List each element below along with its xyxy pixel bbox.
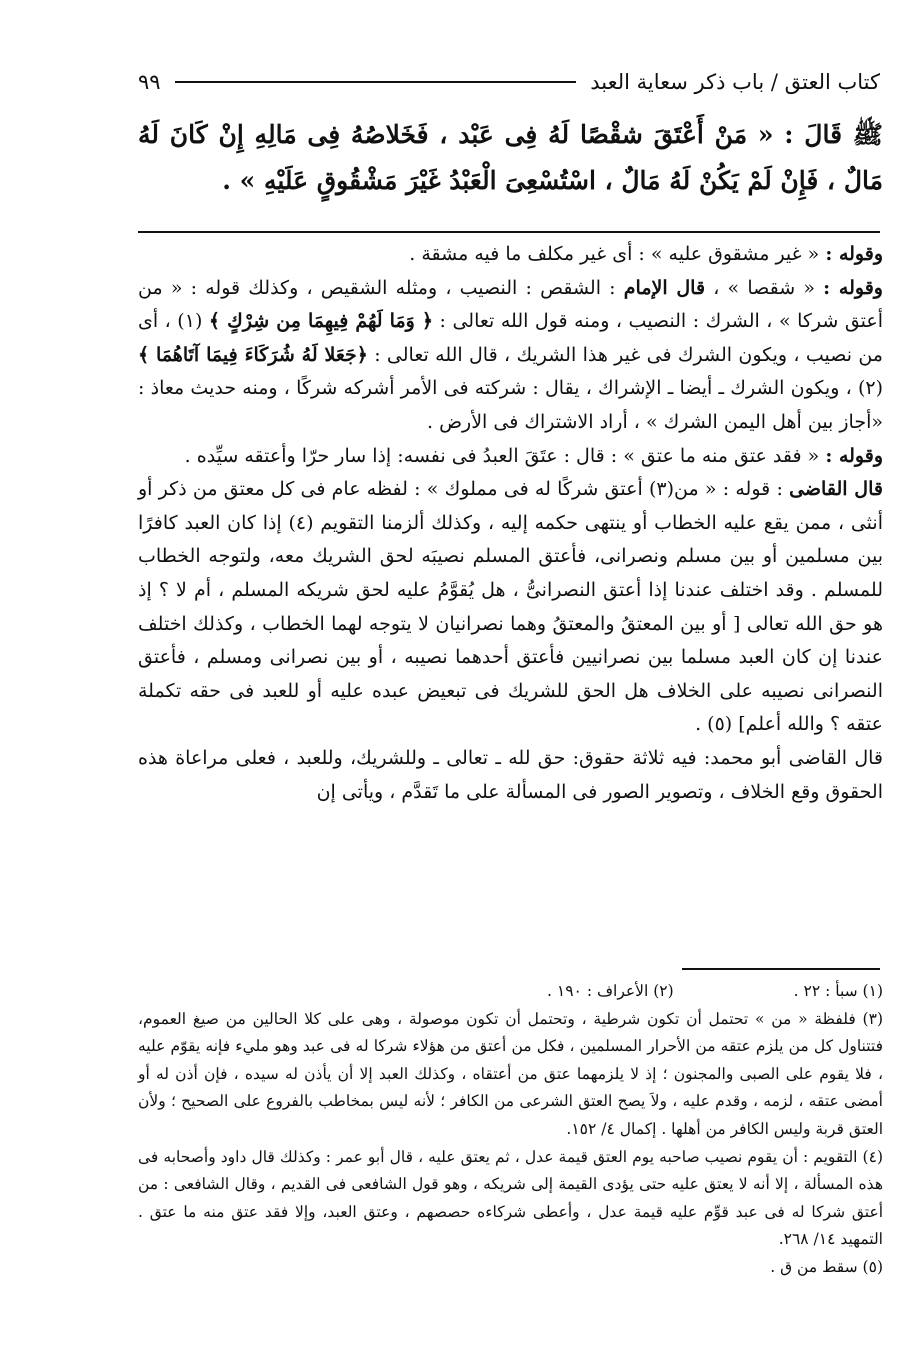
page-number: ٩٩ xyxy=(138,70,161,94)
imam-label: قال الإمام xyxy=(623,276,706,299)
paragraph-text: : قوله : « من(٣) أعتق شركًا له فى مملوك » : لفظه عام فى كل معتق من ذكر أو أنثى ، ممن يقع عليه الخطاب أو ينتهى حكمه إليه ، وكذلك ألزمنا التقويم (٤) إذا كان العبد كافرًا بين مسلمين أو بين مسلم ونصرانى، فأعتق المسلم نصيبَه لحق الشريك معه، ولتوجه الخطاب للمسلم . وقد اختلف عندنا إذا أعتق النصرانىُّ ، هل يُقوَّمُ عليه لحق شريكه المسلم ، أم لا ؟ إذ هو حق الله تعالى [ أو بين المعتقُ والمعتقُ وهما نصرانيان لا يتوجه لهما الخطاب ، وكذلك اختلف عندنا إن كان العبد مسلما بين نصرانيين فأعتق أحدهما نصيبه ، أو بين نصرانى ومسلم ، فأعتق النصرانى نصيبه على الخلاف هل الحق للشريك فى تبعيض عبده عليه أو للعبد فى حقه تكملة عتقه ؟ والله أعلم] (٥) . xyxy=(138,478,883,736)
paragraph-faqad-ataqa xyxy=(138,440,883,474)
paragraph-text: « شقصا » ، xyxy=(705,276,824,299)
paragraph-text: « غير مشقوق عليه » : أى غير مكلف ما فيه مشقة . xyxy=(409,243,826,265)
paragraph-qadi xyxy=(138,473,883,742)
header-rule xyxy=(175,81,577,83)
paragraph-text: « فقد عتق منه ما عتق » : قال : عتَقَ العبدُ فى نفسه: إذا سار حرّا وأعتقه سيِّده . xyxy=(184,444,826,467)
paragraph-text: (٢) ، ويكون الشرك ـ أيضا ـ الإشراك ، يقال : شركته فى الأمر أشركه شركًا ، ومنه حديث معاذ : «أجاز بين أهل اليمن الشرك » ، أراد الاشتراك فى الأرض . xyxy=(138,377,883,433)
quran-quote: ﴿ وَمَا لَهُمْ فِيهِمَا مِن شِرْكٍ ﴾ xyxy=(208,310,434,333)
paragraph-lead: وقوله : xyxy=(825,444,883,467)
running-header xyxy=(138,62,880,102)
paragraph-lead: قال القاضى xyxy=(789,478,883,501)
footnote-divider xyxy=(682,968,880,970)
quran-quote: ﴿جَعَلا لَهُ شُرَكَاءَ فِيمَا آتَاهُمَا ﴾ xyxy=(138,343,368,366)
footnotes xyxy=(138,978,883,1282)
paragraph-lead: وقوله : xyxy=(823,276,883,299)
paragraph-text: (١) ، أى من نصيب ، ويكون الشرك فى غير هذا الشريك ، قال الله تعالى : xyxy=(138,310,883,366)
paragraph-text: قال القاضى أبو محمد: فيه ثلاثة حقوق: حق لله ـ تعالى ـ وللشريك، وللعبد ، فعلى مراعاة هذه الحقوق وقع الخلاف ، وتصوير الصور فى المسألة على ما تَقدَّم ، ويأتى إن xyxy=(138,746,883,803)
paragraph-lead: وقوله : xyxy=(825,243,883,265)
header-title: كتاب العتق / باب ذكر سعاية العبد xyxy=(590,70,880,94)
hadith-text: ﷺ قَالَ : « مَنْ أَعْتَقَ شقْصًا لَهُ فِى عَبْد ، فَخَلاصُهُ فِى مَالِهِ إِنْ كَانَ لَهُ مَالٌ ، فَإِنْ لَمْ يَكُنْ لَهُ مَالٌ ، اسْتُسْعِىَ الْعَبْدُ غَيْرَ مَشْقُوقٍ عَلَيْهِ » . xyxy=(138,120,883,195)
commentary-body xyxy=(138,238,883,809)
paragraph-ghayr-mashquq xyxy=(138,238,883,272)
paragraph-shiqs xyxy=(138,272,883,440)
footnote-2: (٢) الأعراف : ١٩٠ . xyxy=(547,982,674,1000)
hadith-divider xyxy=(138,231,880,233)
footnote-4: (٤) التقويم : أن يقوم نصيب صاحبه يوم العتق قيمة عدل ، ثم يعتق عليه ، قال أبو عمر : وكذلك قال داود وأصحابه فى هذه المسألة ، إلا أنه لا يعتق عليه حتى يؤدى القيمة إلى شريكه ، وهو قول الشافعى فى القديم ، وقال الشافعى : من أعتق شركا له فى عبد قوِّم عليه قيمة عدل ، وأعطى شركاءه حصصهم ، وعتق العبد، وإلا فقد عتق منه ما عتق . التمهيد ١٤/ ٢٦٨. xyxy=(138,1147,883,1249)
footnote-1: (١) سبأ : ٢٢ . xyxy=(793,982,883,1000)
paragraph-text: : الشقص : النصيب ، ومثله الشقيص ، وكذلك قوله : « من أعتق شركا » ، الشرك : النصيب ، ومنه قول الله تعالى : xyxy=(138,276,884,333)
paragraph-abu-muhammad xyxy=(138,742,883,809)
footnote-5: (٥) سقط من ق . xyxy=(770,1257,883,1276)
footnote-row xyxy=(138,978,883,1006)
footnote-3: (٣) فلفظة « من » تحتمل أن تكون شرطية ، وتحتمل أن تكون موصولة ، وهى على كلا الحالين من صيغ العموم، فتتناول كل من يلزم عتقه من الأحرار المسلمين ، فكل من أعتق من هؤلاء شركا له فى عبد وهو مليء فإنه يقوّم عليه ، فلا يقوم على الصبى والمجنون ؛ إذ لا يلزمهما عتق من أعتقاه ، وكذلك العبد إلا أن يأذن له سيده ، فإن أذن له أو أمضى عتقه ، لزمه ، وقدم عليه ، ولاَ يصح العتق الشرعى من الكافر ؛ لأنه ليس بمخاطب بالفروع على الصحيح ؛ ولأن العتق قربة وليس الكافر من أهلها . إكمال ٤/ ١٥٢. xyxy=(138,1009,883,1138)
